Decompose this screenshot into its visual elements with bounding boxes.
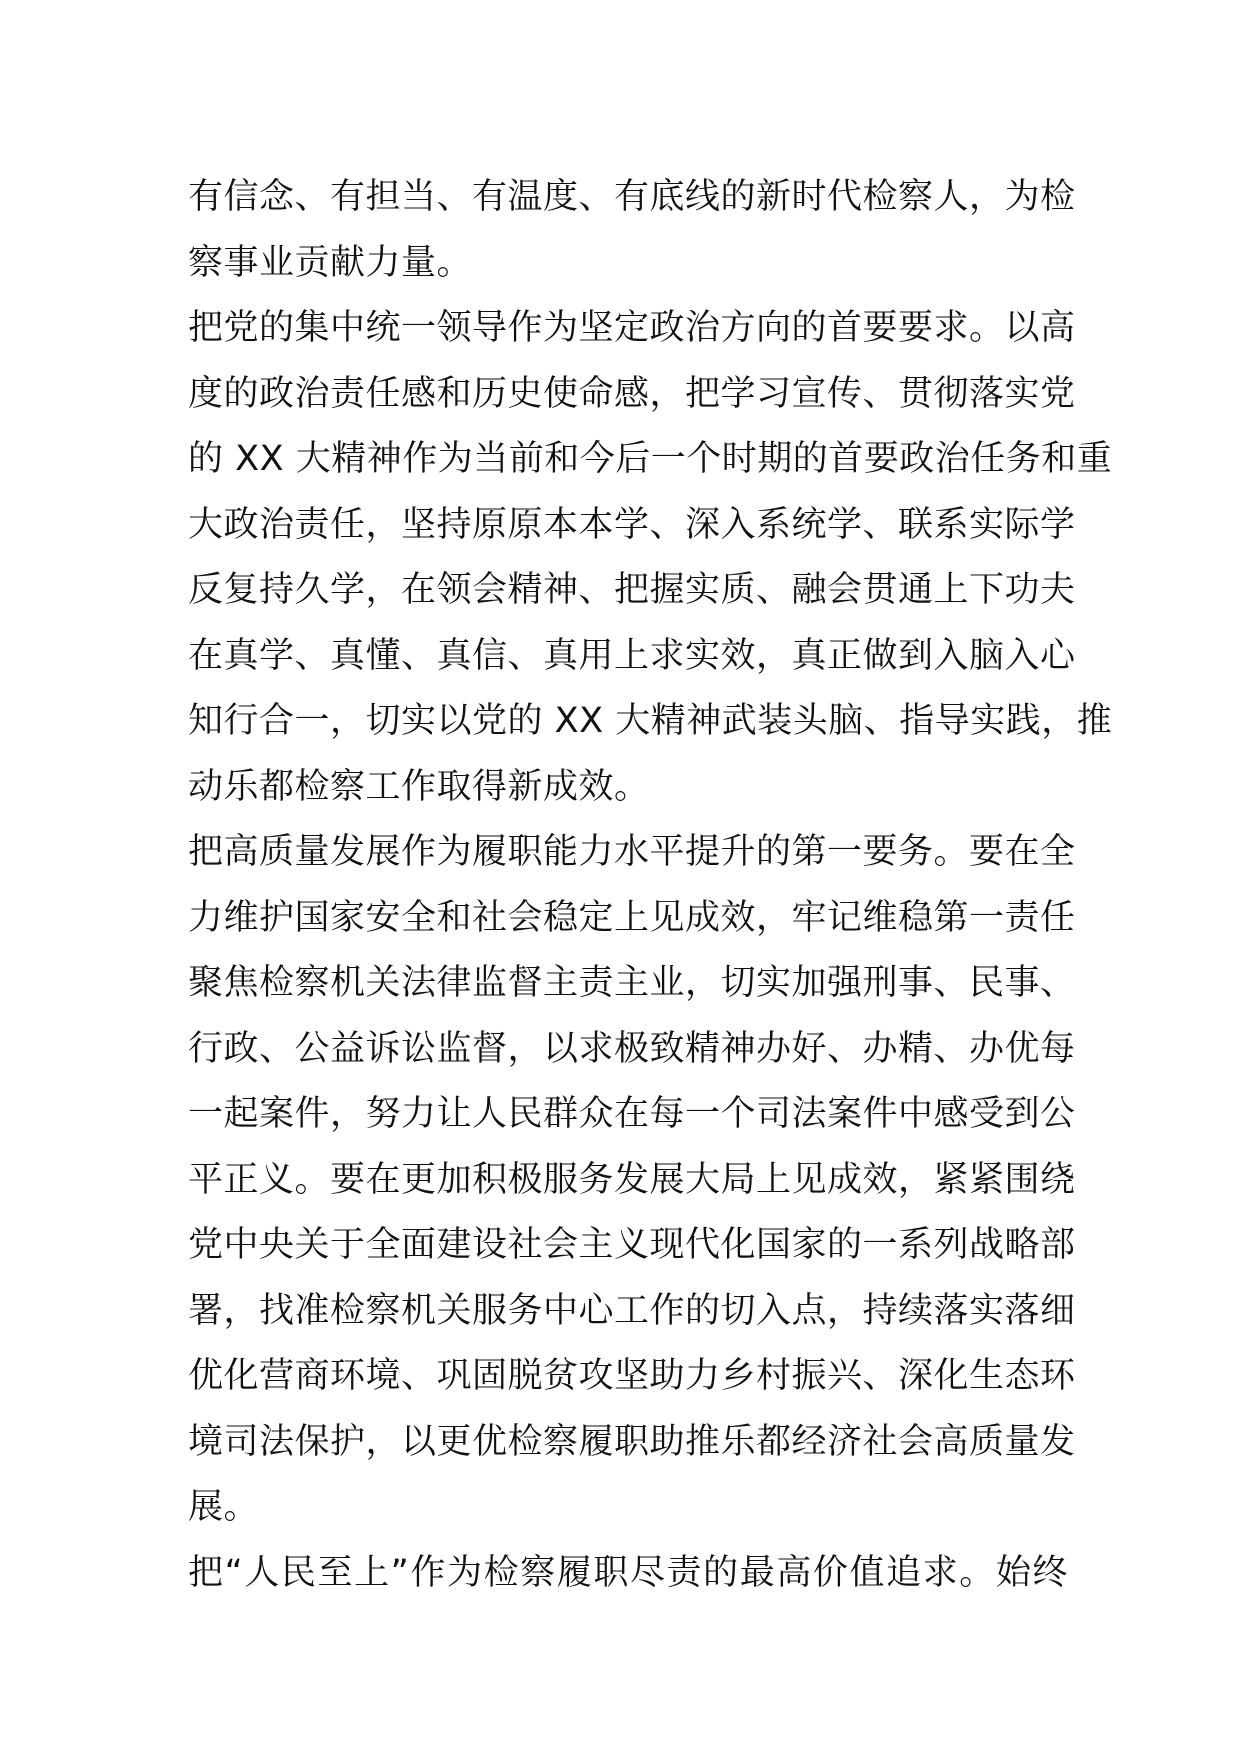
paragraph-2 bbox=[188, 296, 1113, 820]
text-line: 把“人民至上”作为检察履职尽责的最高价值追求。始终 bbox=[188, 1552, 1068, 1593]
text-line: 署，找准检察机关服务中心工作的切入点，持续落实落细 bbox=[188, 1290, 1076, 1331]
paragraph-1 bbox=[188, 165, 1076, 296]
text-line: 把高质量发展作为履职能力水平提升的第一要务。要在全 bbox=[188, 832, 1076, 872]
text-line: 察事业贡献力量。 bbox=[188, 242, 473, 283]
text-line: 平正义。要在更加积极服务发展大局上见成效，紧紧围绕 bbox=[188, 1159, 1076, 1200]
text-line: 动乐都检察工作取得新成效。 bbox=[188, 766, 650, 807]
text-line: 行政、公益诉讼监督，以求极致精神办好、办精、办优每 bbox=[188, 1028, 1076, 1069]
text-line: 在真学、真懂、真信、真用上求实效，真正做到入脑入心 bbox=[188, 635, 1076, 676]
text-line: 知行合一，切实以党的 XX 大精神武装头脑、指导实践，推 bbox=[188, 701, 1113, 741]
text-line: 展。 bbox=[188, 1487, 260, 1527]
text-line: 一起案件，努力让人民群众在每一个司法案件中感受到公 bbox=[188, 1094, 1076, 1134]
document-body bbox=[188, 165, 1113, 1606]
text-line: 把党的集中统一领导作为坚定政治方向的首要要求。以高 bbox=[188, 308, 1076, 348]
paragraph-4 bbox=[188, 1541, 1068, 1607]
text-line: 优化营商环境、巩固脱贫攻坚助力乡村振兴、深化生态环 bbox=[188, 1356, 1076, 1396]
text-line: 聚焦检察机关法律监督主责主业，切实加强刑事、民事、 bbox=[188, 963, 1076, 1003]
paragraph-3 bbox=[188, 820, 1076, 1541]
text-line: 的 XX 大精神作为当前和今后一个时期的首要政治任务和重 bbox=[188, 439, 1113, 479]
text-line: 境司法保护，以更优检察履职助推乐都经济社会高质量发 bbox=[188, 1421, 1076, 1462]
text-line: 度的政治责任感和历史使命感，把学习宣传、贯彻落实党 bbox=[188, 373, 1076, 414]
text-line: 党中央关于全面建设社会主义现代化国家的一系列战略部 bbox=[188, 1225, 1076, 1265]
text-line: 有信念、有担当、有温度、有底线的新时代检察人，为检 bbox=[188, 177, 1076, 217]
text-line: 大政治责任，坚持原原本本学、深入系统学、联系实际学 bbox=[188, 504, 1076, 545]
text-line: 力维护国家安全和社会稳定上见成效，牢记维稳第一责任 bbox=[188, 897, 1076, 938]
text-line: 反复持久学，在领会精神、把握实质、融会贯通上下功夫 bbox=[188, 570, 1076, 610]
